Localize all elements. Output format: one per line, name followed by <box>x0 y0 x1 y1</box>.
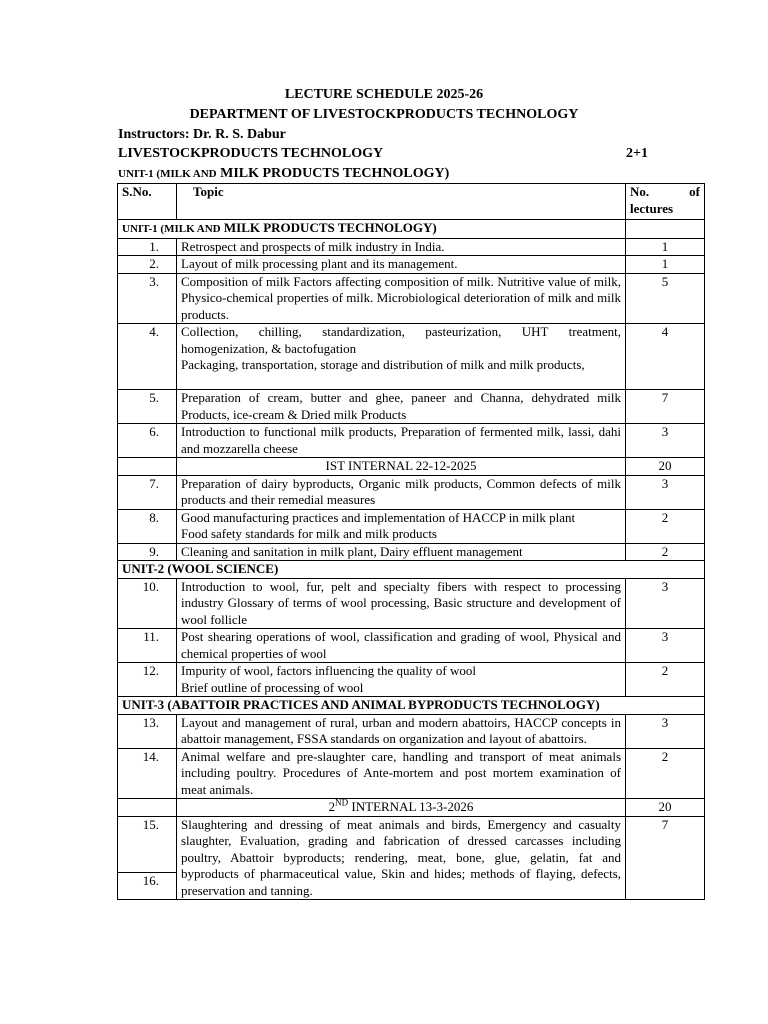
row-lectures: 3 <box>626 629 705 663</box>
internal-2-pre: 2 <box>328 799 336 814</box>
row-sno: 6. <box>118 424 177 458</box>
unit-row <box>118 697 705 715</box>
row-sno: 3. <box>118 273 177 324</box>
internal-exam-lectures: 20 <box>626 799 705 817</box>
table-row <box>118 663 705 697</box>
row-sno: 9. <box>118 543 177 561</box>
row-sno: 15. <box>118 816 177 872</box>
row-topic: Post shearing operations of wool, classification and grading of wool, Physical and chemical properties of wool <box>177 629 626 663</box>
unit-heading <box>118 165 449 183</box>
internal-exam-row <box>118 799 705 817</box>
unit-3-label: UNIT-3 (ABATTOIR PRACTICES AND ANIMAL BYPRODUCTS TECHNOLOGY) <box>118 697 705 715</box>
unit-1-pre: UNIT-1 ( <box>122 223 165 235</box>
table-row <box>118 816 705 872</box>
internal-empty <box>118 799 177 817</box>
row-sno: 4. <box>118 324 177 390</box>
row-topic: Animal welfare and pre-slaughter care, handling and transport of meat animals including poultry. Procedures of Ante-mortem and post mortem examination of meat animals. <box>177 748 626 799</box>
table-row <box>118 509 705 543</box>
internal-empty <box>118 458 177 476</box>
row-lectures: 7 <box>626 390 705 424</box>
course-credits: 2+1 <box>626 146 648 161</box>
row-topic: Preparation of cream, butter and ghee, paneer and Channa, dehydrated milk Products, ice-cream & Dried milk Products <box>177 390 626 424</box>
row-topic: Introduction to functional milk products, Preparation of fermented milk, lassi, dahi and mozzarella cheese <box>177 424 626 458</box>
row-topic-part-a: Impurity of wool, factors influencing the quality of wool <box>181 663 476 678</box>
table-row <box>118 238 705 256</box>
table-row <box>118 256 705 274</box>
row-topic-part-a: Collection, chilling, standardization, pasteurization, UHT treatment, homogenization, & bactofugation <box>181 324 621 356</box>
unit-1-empty <box>626 220 705 239</box>
unit-row <box>118 220 705 239</box>
instructors: Instructors: Dr. R. S. Dabur <box>118 127 286 142</box>
table-row <box>118 475 705 509</box>
row-topic-part-b: Brief outline of processing of wool <box>181 679 364 695</box>
unit-1-small: MILK AND <box>164 223 221 235</box>
row-lectures: 3 <box>626 424 705 458</box>
course-name: LIVESTOCKPRODUCTS TECHNOLOGY <box>118 146 384 161</box>
unit-heading-post: MILK PRODUCTS TECHNOLOGY) <box>216 166 450 181</box>
internal-2-sup: ND <box>335 797 349 808</box>
header-lectures-a: No. <box>630 184 650 199</box>
row-sno: 12. <box>118 663 177 697</box>
table-row <box>118 273 705 324</box>
row-lectures: 1 <box>626 256 705 274</box>
row-topic: Composition of milk Factors affecting composition of milk. Nutritive value of milk, Physico-chemical properties of milk. Microbiological deterioration of milk and milk products. <box>177 273 626 324</box>
row-sno: 7. <box>118 475 177 509</box>
row-topic: Cleaning and sanitation in milk plant, Dairy effluent management <box>177 543 626 561</box>
internal-2-post: INTERNAL 13-3-2026 <box>348 799 474 814</box>
row-topic: Introduction to wool, fur, pelt and specialty fibers with respect to processing industry Glossary of terms of wool processing, Basic structure and development of wool follicle <box>177 578 626 629</box>
unit-heading-small: MILK AND <box>160 168 217 180</box>
row-topic <box>177 324 626 390</box>
row-lectures: 3 <box>626 578 705 629</box>
row-sno: 16. <box>118 872 177 900</box>
row-topic-part-a: Good manufacturing practices and implementation of HACCP in milk plant <box>181 509 576 525</box>
table-row <box>118 543 705 561</box>
header-topic-label: Topic <box>193 184 224 199</box>
row-topic <box>177 663 626 697</box>
header-lectures <box>626 184 705 220</box>
table-row <box>118 748 705 799</box>
row-sno: 1. <box>118 238 177 256</box>
row-lectures: 5 <box>626 273 705 324</box>
row-topic: Layout of milk processing plant and its management. <box>177 256 626 274</box>
row-sno: 10. <box>118 578 177 629</box>
unit-1-post: MILK PRODUCTS TECHNOLOGY) <box>220 220 437 235</box>
row-lectures: 4 <box>626 324 705 390</box>
row-topic <box>177 509 626 543</box>
row-lectures: 2 <box>626 509 705 543</box>
row-sno: 5. <box>118 390 177 424</box>
row-topic: Slaughtering and dressing of meat animals and birds, Emergency and casualty slaughter, Evaluation, grading and fabrication of dressed carcasses including poultry, Abattoir byproducts; rendering, meat, bone, glue, gelatin, fat and byproducts of pharmaceutical value, Skin and hides; methods of flaying, defects, preservation and tanning. <box>177 816 626 900</box>
internal-exam-label <box>177 799 626 817</box>
lecture-schedule-table <box>117 183 705 900</box>
unit-row <box>118 561 705 579</box>
unit-1-label <box>118 220 626 239</box>
row-lectures: 2 <box>626 748 705 799</box>
row-lectures: 3 <box>626 714 705 748</box>
row-topic-part-b: Packaging, transportation, storage and distribution of milk and milk products, <box>181 357 585 372</box>
table-row <box>118 424 705 458</box>
row-sno: 2. <box>118 256 177 274</box>
table-row <box>118 714 705 748</box>
table-row <box>118 390 705 424</box>
table-row <box>118 629 705 663</box>
header-topic <box>177 184 626 220</box>
row-sno: 8. <box>118 509 177 543</box>
row-lectures: 1 <box>626 238 705 256</box>
internal-exam-lectures: 20 <box>626 458 705 476</box>
row-sno: 11. <box>118 629 177 663</box>
header-lectures-b: of <box>689 184 700 199</box>
unit-2-label: UNIT-2 (WOOL SCIENCE) <box>118 561 705 579</box>
row-sno: 14. <box>118 748 177 799</box>
table-row <box>118 324 705 390</box>
row-topic: Retrospect and prospects of milk industry in India. <box>177 238 626 256</box>
row-lectures: 2 <box>626 663 705 697</box>
table-row <box>118 578 705 629</box>
row-lectures: 2 <box>626 543 705 561</box>
internal-exam-row <box>118 458 705 476</box>
row-topic-part-b: Food safety standards for milk and milk products <box>181 526 437 541</box>
unit-heading-pre: UNIT-1 ( <box>118 168 161 180</box>
internal-exam-label: IST INTERNAL 22-12-2025 <box>177 458 626 476</box>
row-lectures: 3 <box>626 475 705 509</box>
header-sno: S.No. <box>118 184 177 220</box>
header-lectures-c: lectures <box>630 200 674 216</box>
row-topic: Layout and management of rural, urban and modern abattoirs, HACCP concepts in abattoir management, FSSA standards on organization and layout of abattoirs. <box>177 714 626 748</box>
row-topic: Preparation of dairy byproducts, Organic milk products, Common defects of milk products and their remedial measures <box>177 475 626 509</box>
department-title: DEPARTMENT OF LIVESTOCKPRODUCTS TECHNOLOGY <box>189 107 579 122</box>
row-sno: 13. <box>118 714 177 748</box>
table-header-row <box>118 184 705 220</box>
row-lectures: 7 <box>626 816 705 900</box>
document-title: LECTURE SCHEDULE 2025-26 <box>284 87 484 102</box>
